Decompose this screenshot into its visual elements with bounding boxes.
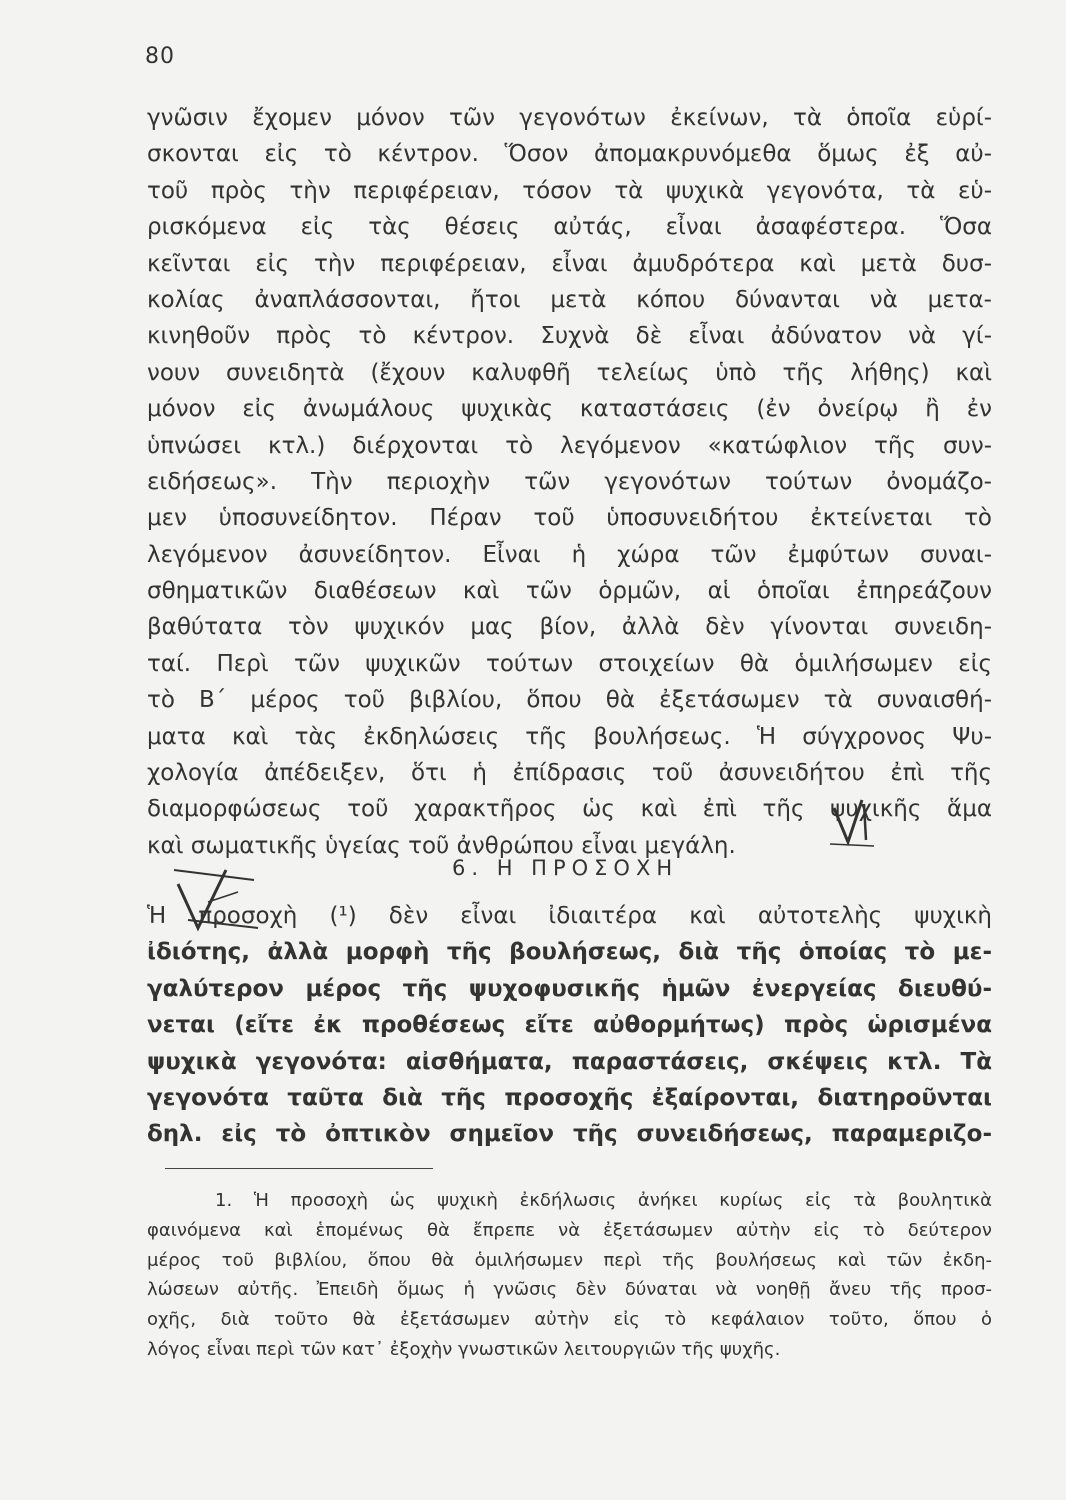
text-line: ψυχικὰ γεγονότα: αἰσθήματα, παραστάσεις, σκέψεις κτλ. Τὰ xyxy=(147,1048,992,1075)
footnote-line: φαινόμενα καὶ ἑπομένως θὰ ἔπρεπε νὰ ἐξετάσωμεν αὐτὴν εἰς τὸ δεύτερον xyxy=(147,1219,992,1241)
text-line: ματα καὶ τὰς ἐκδηλώσεις τῆς βουλήσεως. Ἡ σύγχρονος Ψυ- xyxy=(147,723,992,750)
footnote-line: μέρος τοῦ βιβλίου, ὅπου θὰ ὁμιλήσωμεν περὶ τῆς βουλήσεως καὶ τῶν ἐκδη- xyxy=(147,1249,992,1271)
text-line: βαθύτατα τὸν ψυχικόν μας βίον, ἀλλὰ δὲν γίνονται συνειδη- xyxy=(147,614,992,641)
text-line: δηλ. εἰς τὸ ὀπτικὸν σημεῖον τῆς συνειδήσεως, παραμεριζο- xyxy=(147,1121,992,1148)
page-number: 80 xyxy=(145,44,175,69)
text-line: νουν συνειδητὰ (ἔχουν καλυφθῆ τελείως ὑπὸ τῆς λήθης) καὶ xyxy=(147,359,992,386)
footnote-line: λόγος εἶναι περὶ τῶν κατ᾽ ἐξοχὴν γνωστικῶν λειτουργιῶν τῆς ψυχῆς. xyxy=(147,1338,781,1360)
text-line: διαμορφώσεως τοῦ χαρακτῆρος ὡς καὶ ἐπὶ τῆς ψυχικῆς ἅμα xyxy=(147,796,992,823)
checkmark-annotation-icon xyxy=(828,796,878,851)
text-line: καὶ σωματικῆς ὑγείας τοῦ ἀνθρώπου εἶναι μεγάλη. xyxy=(147,832,736,859)
section-title: 6. Η ΠΡΟΣΟΧΗ xyxy=(452,856,679,880)
text-line: ρισκόμενα εἰς τὰς θέσεις αὐτάς, εἶναι ἀσαφέστερα. Ὅσα xyxy=(147,214,992,241)
text-line: σκονται εἰς τὸ κέντρον. Ὅσον ἀπομακρυνόμεθα ὅμως ἐξ αὐ- xyxy=(147,141,992,168)
footnote-line: λώσεων αὐτῆς. Ἐπειδὴ ὅμως ἡ γνῶσις δὲν δύναται νὰ νοηθῇ ἄνευ τῆς προσ- xyxy=(147,1279,992,1301)
section-text xyxy=(147,898,992,1153)
text-line: μόνον εἰς ἀνωμάλους ψυχικὰς καταστάσεις (ἐν ὀνείρῳ ἢ ἐν xyxy=(147,396,992,423)
footnote-line: οχῆς, διὰ τοῦτο θὰ ἐξετάσωμεν αὐτὴν εἰς τὸ κεφάλαιον τοῦτο, ὅπου ὁ xyxy=(147,1309,992,1331)
text-line: Ἡ προσοχὴ (¹) δὲν εἶναι ἰδιαιτέρα καὶ αὐτοτελὴς ψυχικὴ xyxy=(147,903,992,929)
text-line: γνῶσιν ἔχομεν μόνον τῶν γεγονότων ἐκείνων, τὰ ὁποῖα εὑρί- xyxy=(147,105,992,131)
text-line: κολίας ἀναπλάσσονται, ἤτοι μετὰ κόπου δύνανται νὰ μετα- xyxy=(147,286,992,313)
text-line: χολογία ἀπέδειξεν, ὅτι ἡ ἐπίδρασις τοῦ ἀσυνειδήτου ἐπὶ τῆς xyxy=(147,760,992,787)
footnote-line: 1. Ἡ προσοχὴ ὡς ψυχικὴ ἐκδήλωσις ἀνήκει κυρίως εἰς τὰ βουλητικὰ xyxy=(215,1190,992,1211)
text-line: μεν ὑποσυνείδητον. Πέραν τοῦ ὑποσυνειδήτου ἐκτείνεται τὸ xyxy=(147,505,992,532)
text-line: τὸ Β΄ μέρος τοῦ βιβλίου, ὅπου θὰ ἐξετάσωμεν τὰ συναισθή- xyxy=(147,687,992,714)
text-line: ταί. Περὶ τῶν ψυχικῶν τούτων στοιχείων θὰ ὁμιλήσωμεν εἰς xyxy=(147,650,992,677)
text-line: ειδήσεως». Τὴν περιοχὴν τῶν γεγονότων τούτων ὀνομάζο- xyxy=(147,468,992,495)
footnote-divider xyxy=(165,1168,433,1169)
text-line: λεγόμενον ἀσυνείδητον. Εἶναι ἡ χώρα τῶν ἐμφύτων συναι- xyxy=(147,541,992,568)
text-line: γεγονότα ταῦτα διὰ τῆς προσοχῆς ἐξαίρονται, διατηροῦνται xyxy=(147,1084,992,1111)
text-line: ὑπνώσει κτλ.) διέρχονται τὸ λεγόμενον «κατώφλιον τῆς συν- xyxy=(147,432,992,459)
text-line: σθηματικῶν διαθέσεων καὶ τῶν ὁρμῶν, αἱ ὁποῖαι ἐπηρεάζουν xyxy=(147,578,992,605)
text-line: νεται (εἴτε ἐκ προθέσεως εἴτε αὐθορμήτως) πρὸς ὡρισμένα xyxy=(147,1012,992,1039)
footnote xyxy=(147,1186,992,1365)
body-text xyxy=(147,100,992,864)
text-line: ἰδιότης, ἀλλὰ μορφὴ τῆς βουλήσεως, διὰ τῆς ὁποίας τὸ με- xyxy=(147,939,992,966)
text-line: τοῦ πρὸς τὴν περιφέρειαν, τόσον τὰ ψυχικὰ γεγονότα, τὰ εὑ- xyxy=(147,177,992,204)
text-line: κινηθοῦν πρὸς τὸ κέντρον. Συχνὰ δὲ εἶναι ἀδύνατον νὰ γί- xyxy=(147,323,992,350)
text-line: κεῖνται εἰς τὴν περιφέρειαν, εἶναι ἀμυδρότερα καὶ μετὰ δυσ- xyxy=(147,250,992,277)
text-line: γαλύτερον μέρος τῆς ψυχοφυσικῆς ἡμῶν ἐνεργείας διευθύ- xyxy=(147,975,992,1002)
